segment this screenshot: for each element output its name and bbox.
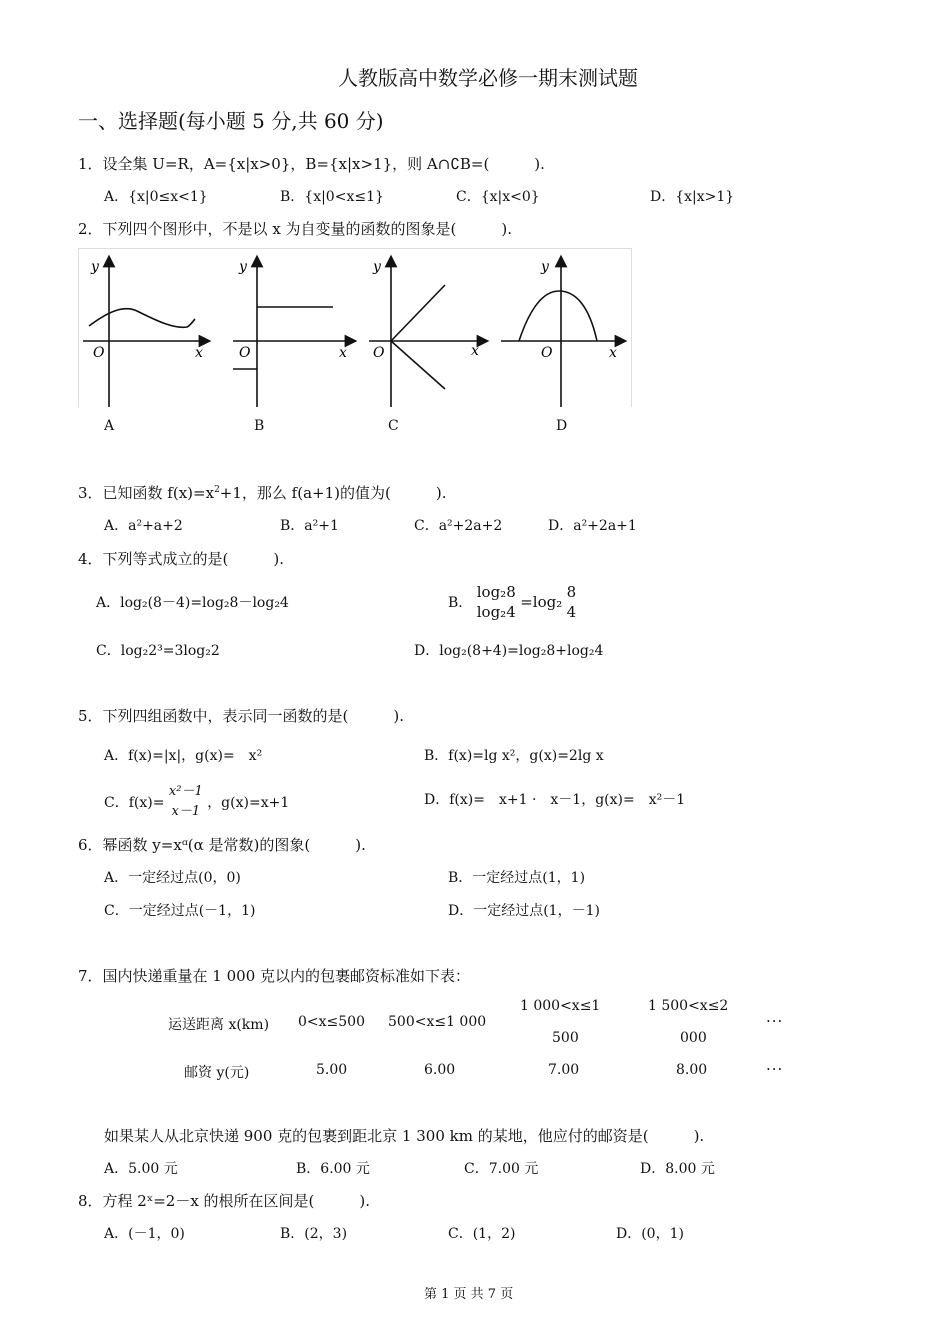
table-cell: 0<x≤500	[298, 1014, 365, 1030]
table-row2-label: 邮资 y(元)	[184, 1065, 250, 1081]
table-cell: 8.00	[676, 1062, 708, 1078]
table-cell: 1 500<x≤2	[648, 998, 729, 1014]
q5-option-c[interactable]	[104, 782, 289, 822]
q3-option-d[interactable]: D．a²+2a+1	[548, 518, 637, 534]
table-cell-line2: 000	[680, 1030, 707, 1046]
q4-option-b[interactable]	[448, 582, 576, 622]
q4-b-rnum: 8	[566, 583, 577, 601]
q5-c-post: ，g(x)=x+1	[207, 795, 290, 811]
q2-figure-panel	[78, 248, 632, 407]
q5-option-a[interactable]: A．f(x)=|x|，g(x)= x²	[104, 748, 263, 764]
q1-option-b[interactable]: B．{x|0<x≤1}	[280, 189, 384, 205]
graph-c-x-label: x	[471, 343, 479, 359]
section-heading: 一、选择题(每小题 5 分,共 60 分)	[78, 109, 384, 133]
graph-d-y-label: y	[541, 259, 549, 275]
graph-b-origin: O	[239, 345, 251, 361]
q8-option-d[interactable]: D．(0，1)	[616, 1226, 684, 1242]
q4-option-c[interactable]: C．log₂2³=3log₂2	[96, 643, 220, 659]
q4-b-num: log₂8	[476, 583, 516, 601]
question-3-stem	[78, 482, 446, 503]
q5-c-den: x－1	[171, 804, 201, 819]
q7-option-c[interactable]: C．7.00 元	[464, 1161, 539, 1177]
q3-stem-post: +1，那么 f(a+1)的值为( ).	[219, 484, 447, 502]
table-cell-line2: 500	[552, 1030, 579, 1046]
q7-option-d[interactable]: D．8.00 元	[640, 1161, 715, 1177]
table-row1-label: 运送距离 x(km)	[168, 1017, 270, 1033]
question-7-followup: 如果某人从北京快递 900 克的包裹到距北京 1 300 km 的某地，他应付的邮资是( ).	[104, 1127, 705, 1145]
q5-option-d[interactable]: D．f(x)= x+1 · x－1，g(x)= x²－1	[424, 792, 686, 808]
table-cell: 5.00	[316, 1062, 348, 1078]
q1-option-d[interactable]: D．{x|x>1}	[650, 189, 735, 205]
q4-option-a[interactable]: A．log₂(8－4)=log₂8－log₂4	[96, 595, 289, 611]
page-title: 人教版高中数学必修一期末测试题	[338, 66, 638, 90]
graph-a	[83, 259, 205, 407]
q1-option-c[interactable]: C．{x|x<0}	[456, 189, 540, 205]
question-8-stem: 8．方程 2ˣ=2－x 的根所在区间是( ).	[78, 1192, 371, 1210]
q3-exponent: 2	[214, 485, 220, 495]
graph-b-y-label: y	[239, 259, 247, 275]
q5-option-b[interactable]: B．f(x)=lg x²，g(x)=2lg x	[424, 748, 604, 764]
question-7-stem: 7．国内快递重量在 1 000 克以内的包裹邮资标准如下表：	[78, 967, 471, 985]
q4-b-right-fraction	[567, 582, 577, 622]
q4-b-eq: =log₂	[520, 593, 563, 611]
graph-caption-d[interactable]: D	[556, 418, 568, 434]
q7-option-a[interactable]: A．5.00 元	[104, 1161, 178, 1177]
q5-c-pre: C．f(x)=	[104, 795, 165, 811]
table-cell: 500<x≤1 000	[388, 1014, 487, 1030]
q6-option-b[interactable]: B．一定经过点(1，1)	[448, 870, 586, 886]
q5-c-fraction	[169, 782, 203, 822]
q6-option-a[interactable]: A．一定经过点(0，0)	[104, 870, 241, 886]
question-6-stem: 6．幂函数 y=xᵅ(α 是常数)的图象( ).	[78, 836, 366, 854]
graph-a-y-label: y	[91, 259, 99, 275]
q8-option-c[interactable]: C．(1，2)	[448, 1226, 516, 1242]
q3-option-a[interactable]: A．a²+a+2	[104, 518, 183, 534]
graph-d-x-label: x	[609, 345, 617, 361]
q6-option-d[interactable]: D．一定经过点(1，－1)	[448, 903, 600, 919]
graph-b	[233, 259, 351, 407]
q6-option-c[interactable]: C．一定经过点(－1，1)	[104, 903, 256, 919]
q8-option-a[interactable]: A．(－1，0)	[104, 1226, 185, 1242]
graph-a-x-label: x	[195, 345, 203, 361]
graph-caption-b[interactable]: B	[254, 418, 265, 434]
question-1-stem: 1．设全集 U=R，A={x|x>0}，B={x|x>1}，则 A∩∁B=( ).	[78, 155, 545, 173]
question-5-stem: 5．下列四组函数中，表示同一函数的是( ).	[78, 707, 405, 725]
page-footer: 第 1 页 共 7 页	[424, 1287, 514, 1302]
q3-option-c[interactable]: C．a²+2a+2	[414, 518, 503, 534]
graph-caption-c[interactable]: C	[388, 418, 399, 434]
q4-option-d[interactable]: D．log₂(8+4)=log₂8+log₂4	[414, 643, 604, 659]
q3-stem-pre: 3．已知函数 f(x)=x	[78, 484, 215, 502]
graph-c-origin: O	[373, 345, 385, 361]
table-cell: 6.00	[424, 1062, 456, 1078]
question-2-stem: 2．下列四个图形中，不是以 x 为自变量的函数的图象是( ).	[78, 220, 513, 238]
question-4-stem: 4．下列等式成立的是( ).	[78, 550, 285, 568]
graph-d-origin: O	[541, 345, 553, 361]
q7-option-b[interactable]: B．6.00 元	[296, 1161, 370, 1177]
q2-graphs	[79, 249, 631, 407]
q8-option-b[interactable]: B．(2，3)	[280, 1226, 348, 1242]
q3-option-b[interactable]: B．a²+1	[280, 518, 339, 534]
q5-c-num: x²－1	[168, 784, 203, 799]
q1-option-a[interactable]: A．{x|0≤x<1}	[104, 189, 208, 205]
graph-b-x-label: x	[339, 345, 347, 361]
graph-caption-a[interactable]: A	[104, 418, 115, 434]
table-cell-ellipsis: ···	[766, 1060, 784, 1078]
table-cell: 7.00	[548, 1062, 580, 1078]
graph-a-origin: O	[93, 345, 105, 361]
q4-b-rden: 4	[566, 603, 577, 621]
q4-b-den: log₂4	[476, 603, 516, 621]
graph-c	[369, 259, 483, 407]
q4-b-left-fraction	[477, 582, 516, 622]
table-cell-ellipsis: ···	[766, 1012, 784, 1030]
graph-d	[501, 259, 621, 407]
q4-b-prefix: B．	[448, 595, 473, 611]
graph-c-y-label: y	[373, 259, 381, 275]
table-cell: 1 000<x≤1	[520, 998, 601, 1014]
